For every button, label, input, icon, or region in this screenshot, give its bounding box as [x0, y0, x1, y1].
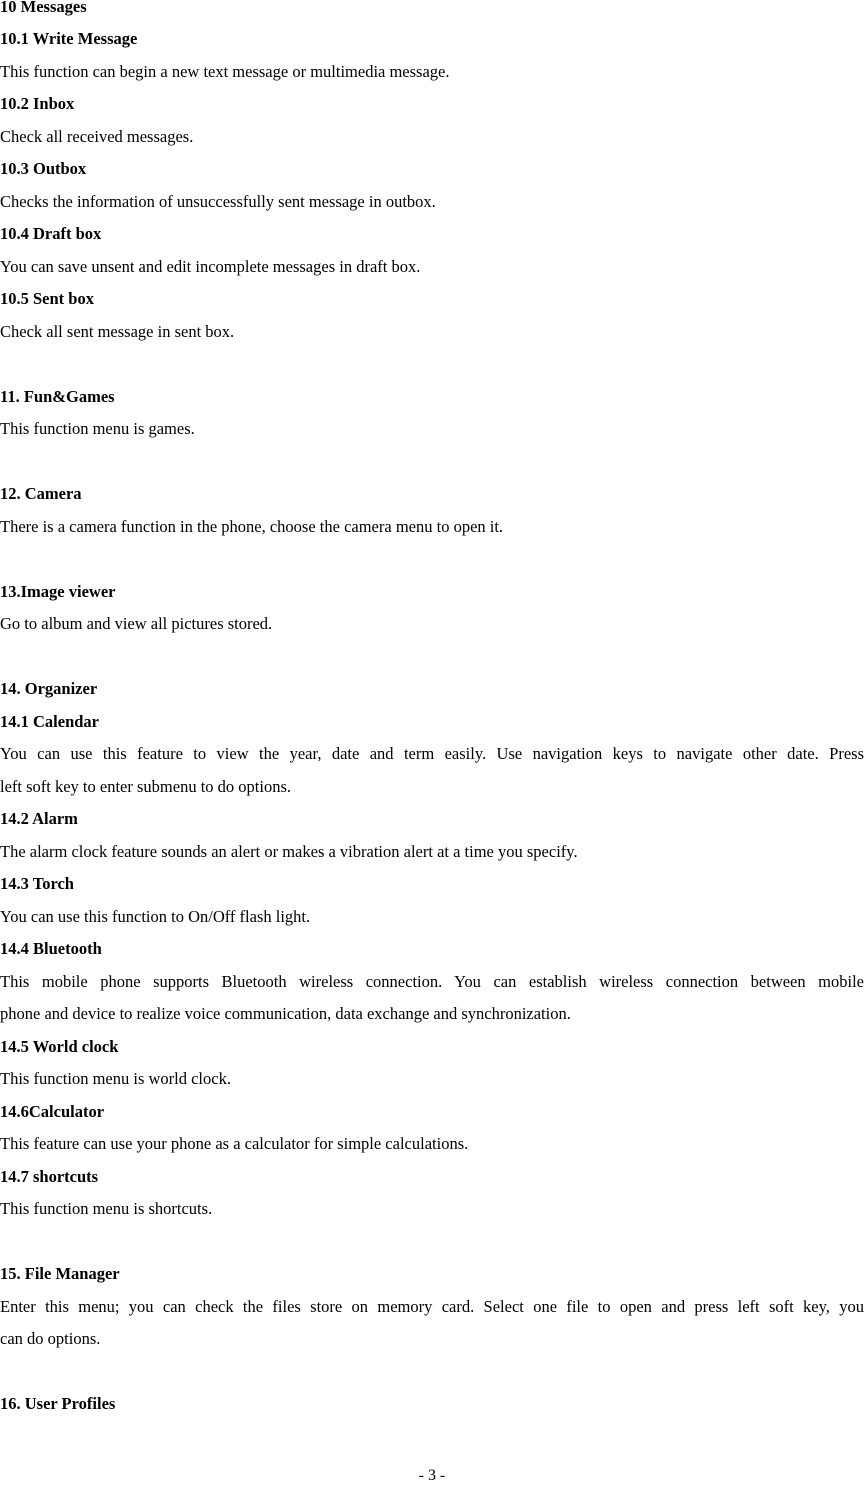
section-10-1-heading: 10.1 Write Message: [0, 29, 138, 48]
section-14-1-text-line-2: left soft key to enter submenu to do options.: [0, 777, 291, 796]
section-14-4-heading: 14.4 Bluetooth: [0, 939, 102, 958]
section-11-heading: 11. Fun&Games: [0, 387, 115, 406]
section-10-4-heading: 10.4 Draft box: [0, 224, 102, 243]
section-12-text: There is a camera function in the phone, choose the camera menu to open it.: [0, 517, 504, 536]
section-10-1-text: This function can begin a new text message or multimedia message.: [0, 62, 450, 81]
section-10-5-text: Check all sent message in sent box.: [0, 322, 235, 341]
section-10-3-text: Checks the information of unsuccessfully sent message in outbox.: [0, 192, 436, 211]
section-16-heading: 16. User Profiles: [0, 1394, 116, 1413]
section-14-5-heading: 14.5 World clock: [0, 1037, 119, 1056]
section-14-1-text-line-1: You can use this feature to view the year, date and term easily. Use navigation keys to navigate other date. Press: [0, 744, 864, 763]
section-13-text: Go to album and view all pictures stored.: [0, 614, 273, 633]
section-10-4-text: You can save unsent and edit incomplete messages in draft box.: [0, 257, 421, 276]
section-15-text-line-1: Enter this menu; you can check the files store on memory card. Select one file to open and press left soft key, you: [0, 1297, 864, 1316]
section-14-4-text-line-2: phone and device to realize voice communication, data exchange and synchronization.: [0, 1004, 571, 1023]
section-10-3-heading: 10.3 Outbox: [0, 159, 87, 178]
section-14-3-heading: 14.3 Torch: [0, 874, 74, 893]
section-14-7-heading: 14.7 shortcuts: [0, 1167, 99, 1186]
page-number: - 3 -: [418, 1467, 446, 1484]
section-14-2-text: The alarm clock feature sounds an alert or makes a vibration alert at a time you specify.: [0, 842, 578, 861]
section-14-7-text: This function menu is shortcuts.: [0, 1199, 213, 1218]
section-15-heading: 15. File Manager: [0, 1264, 120, 1283]
section-10-5-heading: 10.5 Sent box: [0, 289, 94, 308]
section-10-heading: 10 Messages: [0, 0, 87, 16]
section-15-text-line-2: can do options.: [0, 1329, 101, 1348]
section-10-2-text: Check all received messages.: [0, 127, 194, 146]
section-14-4-text-line-1: This mobile phone supports Bluetooth wireless connection. You can establish wireless connection between mobile: [0, 972, 864, 991]
section-14-1-heading: 14.1 Calendar: [0, 712, 99, 731]
section-14-3-text: You can use this function to On/Off flash light.: [0, 907, 311, 926]
section-13-heading: 13.Image viewer: [0, 582, 116, 601]
section-11-text: This function menu is games.: [0, 419, 195, 438]
section-14-5-text: This function menu is world clock.: [0, 1069, 231, 1088]
section-12-heading: 12. Camera: [0, 484, 82, 503]
section-14-2-heading: 14.2 Alarm: [0, 809, 78, 828]
section-14-heading: 14. Organizer: [0, 679, 98, 698]
section-10-2-heading: 10.2 Inbox: [0, 94, 75, 113]
section-14-6-heading: 14.6Calculator: [0, 1102, 105, 1121]
section-14-6-text: This feature can use your phone as a calculator for simple calculations.: [0, 1134, 469, 1153]
